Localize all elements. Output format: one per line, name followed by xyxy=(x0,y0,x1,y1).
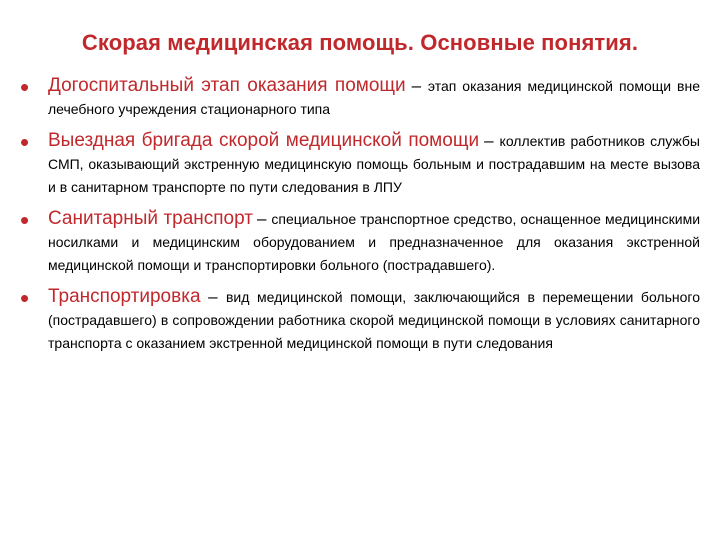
bullet-icon: • xyxy=(20,283,30,313)
dash: – xyxy=(208,287,226,306)
dash: – xyxy=(484,131,500,150)
definition: этап оказания медицинской помощи вне лечебного учреждения стационарного типа xyxy=(48,78,701,117)
slide-title: Скорая медицинская помощь. Основные понятия. xyxy=(81,30,639,55)
term: Транспортировка xyxy=(48,286,201,307)
dash: – xyxy=(411,76,428,95)
bullet-icon: • xyxy=(20,127,30,157)
bullet-icon: • xyxy=(20,72,30,102)
definition: коллектив работников службы СМП, оказывающий экстренную медицинскую помощь больным и пострадавшим на месте вызова и в санитарном транспорте по пути следования в ЛПУ xyxy=(48,133,700,195)
definitions-list xyxy=(20,74,700,363)
dash: – xyxy=(257,209,272,228)
term: Выездная бригада скорой медицинской помощи xyxy=(48,130,480,151)
list-item xyxy=(20,207,700,277)
list-item xyxy=(20,74,700,121)
list-item xyxy=(20,285,700,355)
definition: вид медицинской помощи, заключающийся в перемещении больного (пострадавшего) в сопровождении работника скорой медицинской помощи в условиях санитарного транспорта с оказанием экстренной медицинской помощи в пути следования xyxy=(48,289,700,351)
term: Догоспитальный этап оказания помощи xyxy=(48,75,406,96)
list-item xyxy=(20,129,700,199)
definition: специальное транспортное средство, оснащенное медицинскими носилками и медицинским оборудованием и предназначенное для оказания экстренной медицинской помощи и транспортировки больного (пострадавшего). xyxy=(48,211,701,273)
bullet-icon: • xyxy=(20,205,30,235)
term: Санитарный транспорт xyxy=(48,208,253,229)
